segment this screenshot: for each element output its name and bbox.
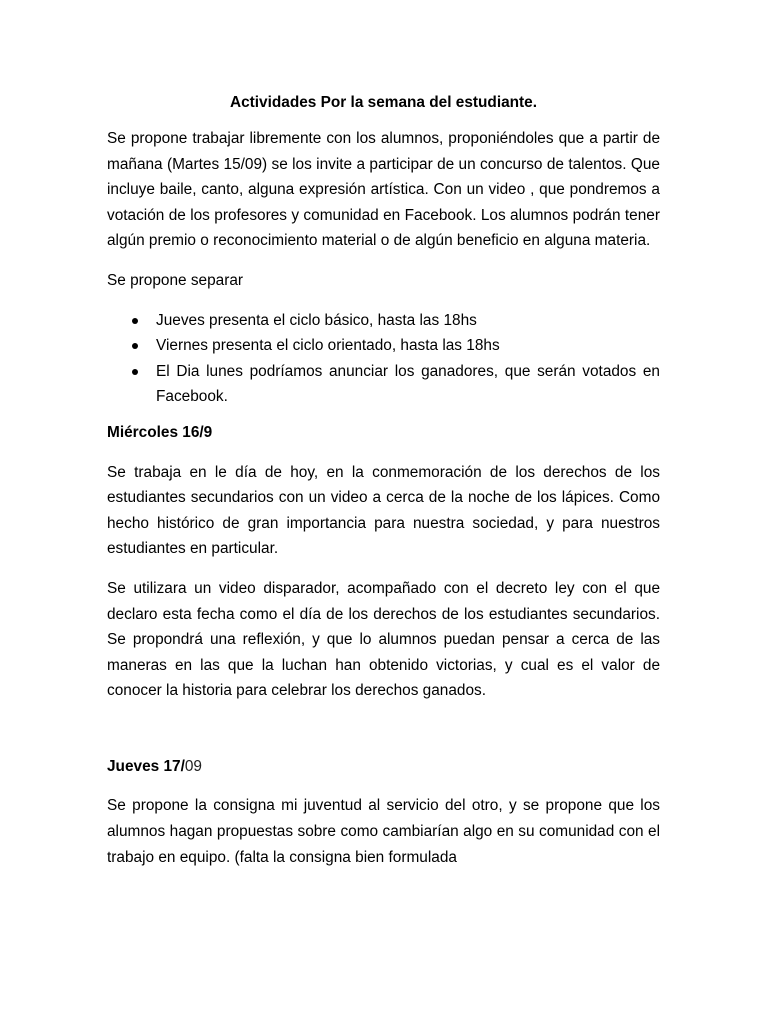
bullet-icon xyxy=(132,343,138,349)
schedule-list xyxy=(107,308,660,410)
jueves-heading-bold: Jueves 17/ xyxy=(107,757,185,775)
blank-line xyxy=(107,718,660,754)
list-item-text: Jueves presenta el ciclo básico, hasta las 18hs xyxy=(156,311,477,329)
list-item-text: El Dia lunes podríamos anunciar los ganadores, que serán votados en Facebook. xyxy=(156,362,660,406)
miercoles-paragraph-2: Se utilizara un video disparador, acompañado con el decreto ley con el que declaro esta fecha como el día de los derechos de los estudiantes secundarios. Se propondrá una reflexión, y que lo alumnos puedan pensar a cerca de las maneras en las que la luchan han obtenido victorias, y cual es el valor de conocer la historia para celebrar los derechos ganados. xyxy=(107,579,660,700)
list-item xyxy=(107,308,660,334)
jueves-heading xyxy=(107,754,660,780)
bullet-icon xyxy=(132,318,138,324)
document-title: Actividades Por la semana del estudiante. xyxy=(229,94,538,111)
list-item-text: Viernes presenta el ciclo orientado, hasta las 18hs xyxy=(156,337,500,355)
jueves-paragraph: Se propone la consigna mi juventud al servicio del otro, y se propone que los alumnos hagan propuestas sobre como cambiarían algo en su comunidad con el trabajo en equipo. (falta la consigna bien formulada xyxy=(107,797,660,866)
miercoles-heading: Miércoles 16/9 xyxy=(107,423,213,441)
miercoles-paragraph-1: Se trabaja en le día de hoy, en la conmemoración de los derechos de los estudiantes secundarios con un video a cerca de la noche de los lápices. Como hecho histórico de gran importancia para nuestra sociedad, y para nuestros estudiantes en particular. xyxy=(107,463,660,558)
separar-label: Se propone separar xyxy=(107,271,244,289)
bullet-icon xyxy=(132,369,138,375)
document-body xyxy=(107,92,660,884)
intro-paragraph: Se propone trabajar libremente con los alumnos, proponiéndoles que a partir de mañana (Martes 15/09) se los invite a participar de un concurso de talentos. Que incluye baile, canto, alguna expresión artística. Con un video , que pondremos a votación de los profesores y comunidad en Facebook. Los alumnos podrán tener algún premio o reconocimiento material o de algún beneficio en alguna materia. xyxy=(107,130,660,250)
list-item xyxy=(107,359,660,410)
jueves-heading-rest: 09 xyxy=(184,757,202,775)
list-item xyxy=(107,333,660,359)
